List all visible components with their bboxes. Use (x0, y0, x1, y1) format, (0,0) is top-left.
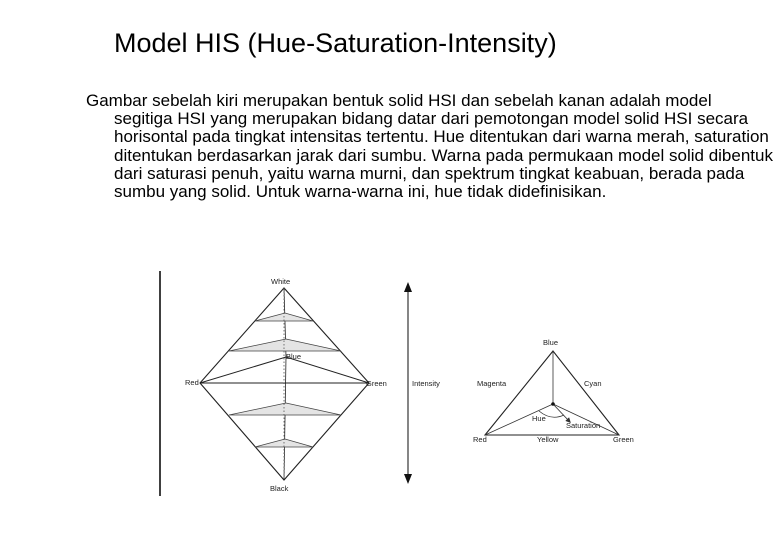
label-red: Red (185, 378, 199, 387)
label-white: White (271, 277, 291, 286)
label-cyan: Cyan (584, 379, 602, 388)
intensity-scale (404, 282, 440, 484)
slide-body-text: Gambar sebelah kiri merupakan bentuk solid HSI dan sebelah kanan adalah model segitiga HSI yang merupakan bidang datar dari pemotongan model solid HSI secara horisontal pada tingkat intensitas tertentu. Hue ditentukan dari warna merah, saturation ditentukan berdasarkan jarak dari sumbu. Warna pada permukaan model solid dibentuk dari saturasi penuh, yaitu warna murni, dan spektrum tingkat keabuan, berada pada sumbu yang solid. Untuk warna-warna ini, hue tidak didefinisikan. (86, 91, 773, 202)
hsi-diagram (159, 269, 664, 498)
solid-slice (229, 339, 341, 351)
saturation-arrow (553, 404, 569, 421)
solid-equator-triangle (200, 357, 369, 383)
slide-title: Model HIS (Hue-Saturation-Intensity) (114, 28, 557, 58)
label-yellow: Yellow (537, 435, 559, 444)
intensity-arrow-up (404, 282, 412, 292)
label-blue: Blue (286, 352, 302, 361)
intensity-arrow-down (404, 474, 412, 484)
solid-slice (229, 403, 341, 415)
label-intensity: Intensity (412, 379, 440, 388)
triangle-center-point (551, 402, 555, 406)
triangle-line-green (553, 404, 619, 435)
hsi-figure (159, 269, 664, 498)
label-red: Red (473, 435, 487, 444)
label-blue: Blue (543, 338, 559, 347)
label-green: Green (613, 435, 634, 444)
label-green: Green (366, 379, 387, 388)
label-hue: Hue (532, 414, 546, 423)
label-saturation: Saturation (566, 421, 601, 430)
label-black: Black (270, 484, 289, 493)
hsi-solid (185, 277, 387, 493)
hsi-triangle (473, 338, 634, 444)
label-magenta: Magenta (477, 379, 507, 388)
